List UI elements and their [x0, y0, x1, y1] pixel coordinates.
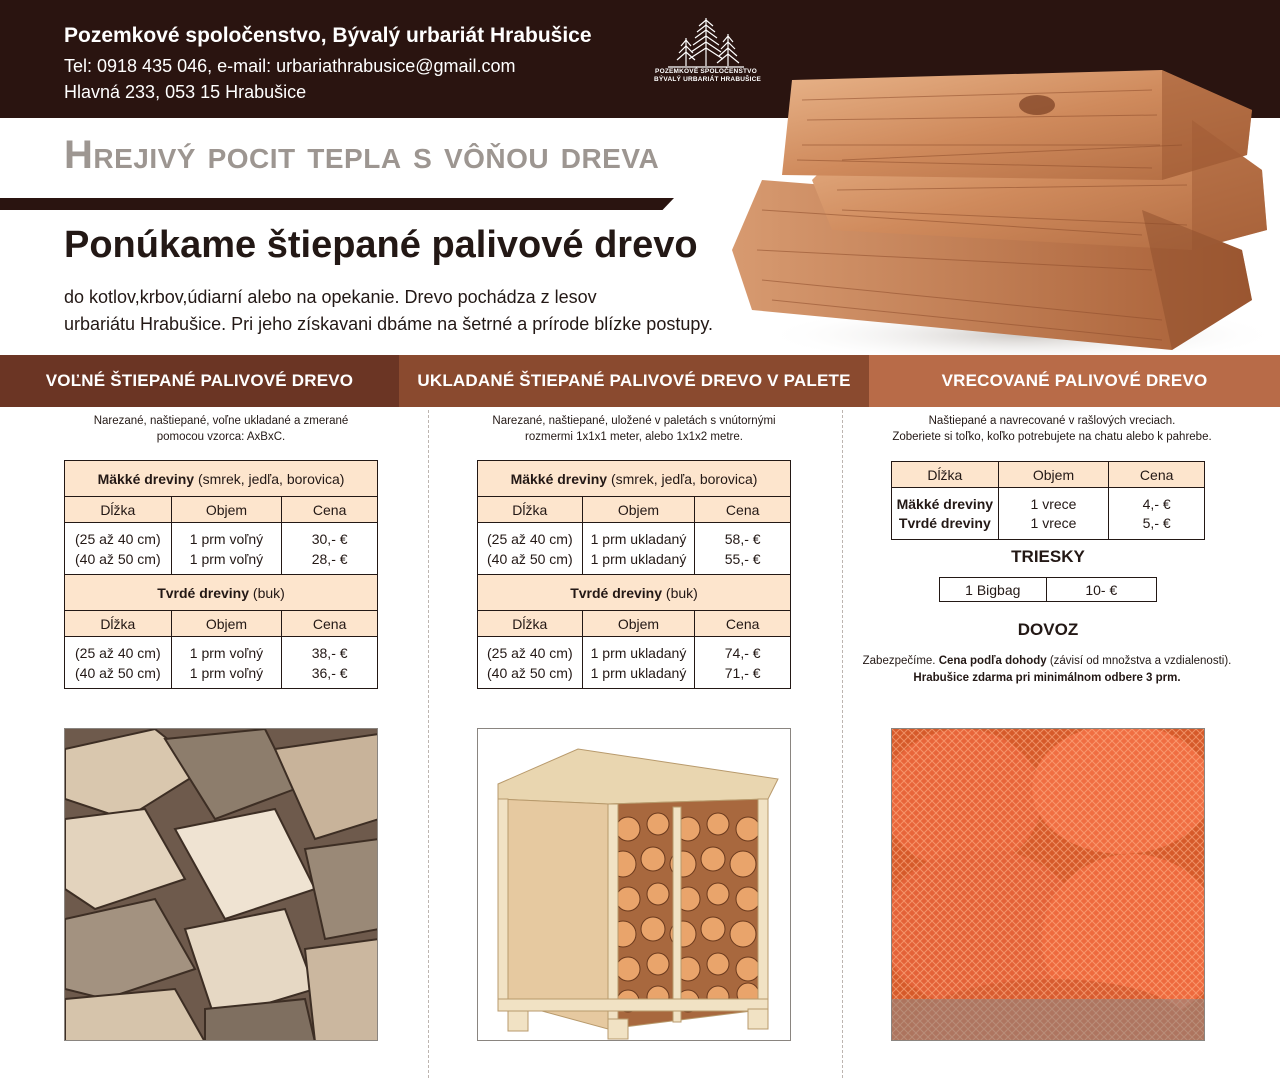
chips-table	[939, 577, 1157, 602]
bagged-desc-line2: Zoberiete si toľko, koľko potrebujete na chatu alebo k pahrebe.	[892, 431, 1212, 443]
table-row: 1 Bigbag 10- €	[940, 578, 1157, 602]
pallet-price-table: Mäkké dreviny (smrek, jedľa, borovica) Dĺžka Objem Cena (25 až 40 cm) (40 až 50 cm) 1 prm ukladaný 1 prm ukladaný 58,- € 55,- € Tvrdé dreviny (buk) Dĺžka Objem Cena (25 až 40 cm) (40 až 50 cm) 1 prm ukladaný 1 prm ukladaný 74,- € 71,- €	[477, 460, 791, 689]
bagged-desc-line1: Naštiepané a navrecované v rašlových vreciach.	[928, 415, 1176, 427]
hard-wood-header: Tvrdé dreviny (buk)	[65, 575, 378, 611]
col-length: Dĺžka	[478, 497, 583, 523]
loose-wood-photo	[64, 728, 378, 1041]
loose-desc-line2: pomocou vzorca: AxBxC.	[156, 431, 286, 443]
delivery-text: Zabezpečíme. Cena podľa dohody (závisí od množstva a vzdialenosti). Hrabušice zdarma pri minimálnom odbere 3 prm.	[862, 655, 1232, 684]
column-divider	[842, 410, 843, 1078]
col-volume: Objem	[171, 497, 282, 523]
category-loose-title: VOĽNÉ ŠTIEPANÉ PALIVOVÉ DREVO	[0, 355, 399, 407]
soft-wood-header: Mäkké dreviny (smrek, jedľa, borovica)	[478, 461, 791, 497]
category-pallet-title: UKLADANÉ ŠTIEPANÉ PALIVOVÉ DREVO V PALETE	[399, 355, 869, 407]
delivery-title: DOVOZ	[1017, 620, 1079, 639]
offer-text-line2: urbariátu Hrabušice. Pri jeho získavani dbáme na šetrné a prírode blízke postupy.	[64, 314, 714, 334]
table-row: (25 až 40 cm) (40 až 50 cm) 1 prm ukladaný 1 prm ukladaný 74,- € 71,- €	[478, 637, 791, 689]
offer-text	[64, 284, 804, 338]
offer-text-line1: do kotlov,krbov,údiarní alebo na opekanie. Drevo pochádza z lesov	[64, 287, 597, 307]
column-divider	[428, 410, 429, 1078]
contact-line: Tel: 0918 435 046, e-mail: urbariathrabusice@gmail.com	[64, 56, 516, 76]
col-volume: Objem	[582, 497, 695, 523]
slogan: Hrejivý pocit tepla s vôňou dreva	[64, 133, 660, 177]
bagged-description	[852, 413, 1252, 445]
logo-text-line1: POZEMKOVÉ SPOLOČENSTVO	[655, 68, 757, 75]
table-row: Mäkké dreviny Tvrdé dreviny 1 vrece 1 vrece 4,- € 5,- €	[892, 488, 1205, 540]
soft-wood-header: Mäkké dreviny (smrek, jedľa, borovica)	[65, 461, 378, 497]
table-row: (25 až 40 cm) (40 až 50 cm) 1 prm ukladaný 1 prm ukladaný 58,- € 55,- €	[478, 523, 791, 575]
loose-desc-line1: Narezané, naštiepané, voľne ukladané a zmerané	[93, 415, 349, 427]
pallet-wood-photo	[477, 728, 791, 1041]
col-price: Cena	[695, 497, 791, 523]
hero-firewood-image	[722, 60, 1280, 365]
pallet-desc-line2: rozmermi 1x1x1 meter, alebo 1x1x2 metre.	[525, 431, 743, 443]
loose-description	[64, 413, 378, 445]
table-row: (25 až 40 cm) (40 až 50 cm) 1 prm voľný 1 prm voľný 38,- € 36,- €	[65, 637, 378, 689]
org-name: Pozemkové spoločenstvo, Bývalý urbariát Hrabušice	[64, 24, 592, 47]
hard-wood-header: Tvrdé dreviny (buk)	[478, 575, 791, 611]
slogan-underline	[0, 198, 674, 210]
chips-title: TRIESKY	[1011, 547, 1085, 566]
loose-price-table: Mäkké dreviny (smrek, jedľa, borovica) Dĺžka Objem Cena (25 až 40 cm) (40 až 50 cm) 1 prm voľný 1 prm voľný 30,- € 28,- € Tvrdé dreviny (buk) Dĺžka Objem Cena (25 až 40 cm) (40 až 50 cm) 1 prm voľný 1 prm voľný 38,- € 36,- €	[64, 460, 378, 689]
pallet-description	[477, 413, 791, 445]
offer-title: Ponúkame štiepané palivové drevo	[64, 224, 698, 266]
bagged-wood-photo	[891, 728, 1205, 1041]
col-price: Cena	[282, 497, 378, 523]
table-row: (25 až 40 cm) (40 až 50 cm) 1 prm voľný 1 prm voľný 30,- € 28,- €	[65, 523, 378, 575]
bagged-price-table: Dĺžka Objem Cena Mäkké dreviny Tvrdé dreviny 1 vrece 1 vrece 4,- € 5,- €	[891, 461, 1205, 540]
col-length: Dĺžka	[65, 497, 172, 523]
logo-text-line2: BÝVALÝ URBARIÁT HRABUŠICE	[654, 76, 762, 83]
category-bagged-title: VRECOVANÉ PALIVOVÉ DREVO	[869, 355, 1280, 407]
pallet-desc-line1: Narezané, naštiepané, uložené v paletách s vnútornými	[492, 415, 776, 427]
address-line: Hlavná 233, 053 15 Hrabušice	[64, 82, 307, 102]
contact-block	[64, 53, 516, 105]
